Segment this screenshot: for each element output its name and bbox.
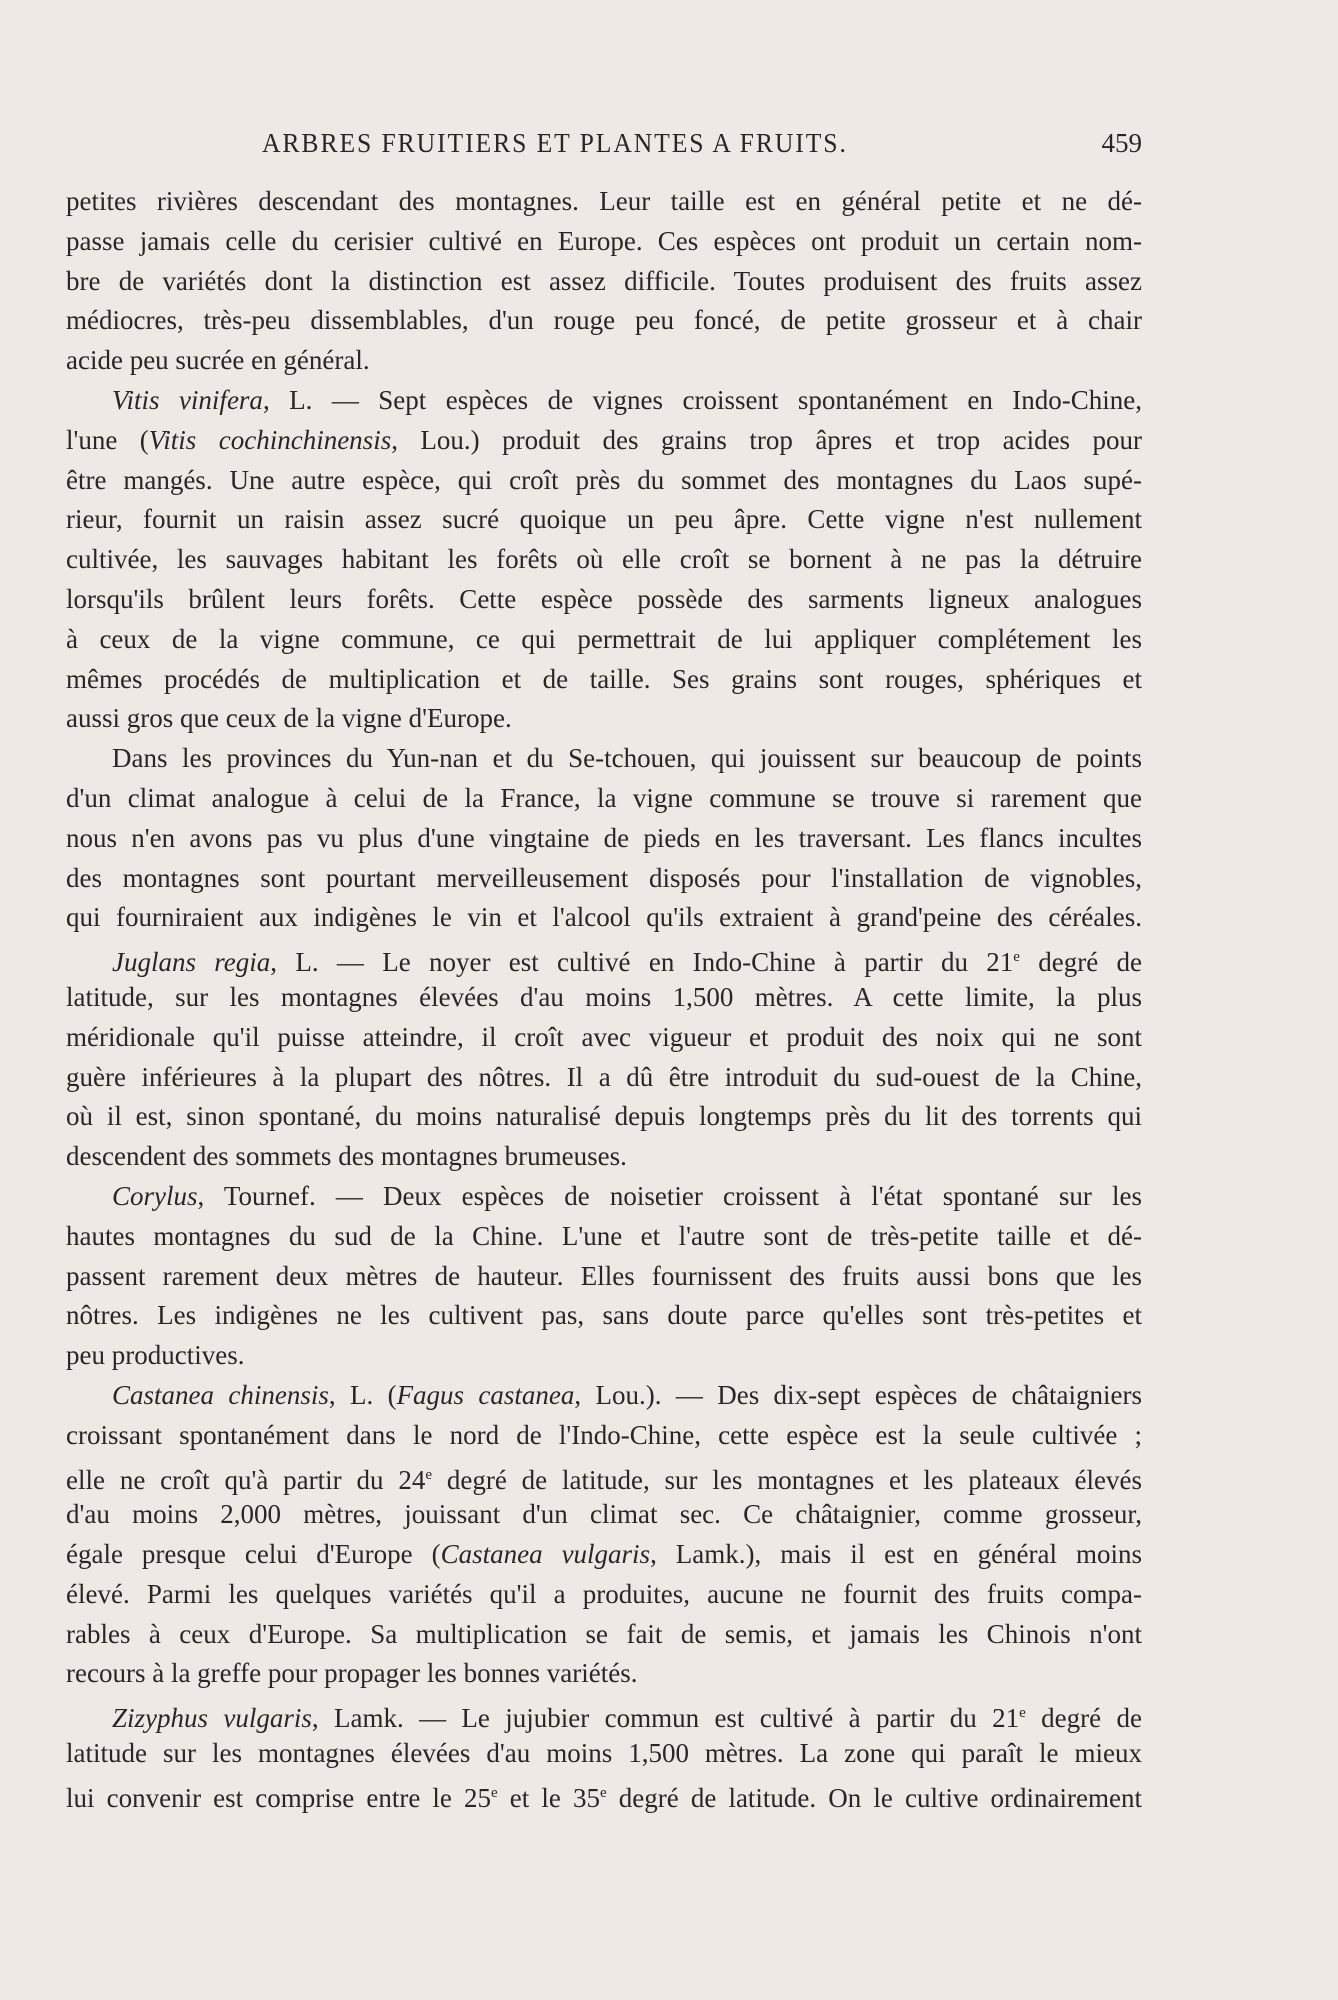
text-run: nôtres. Les indigènes ne les cultivent pas, sans doute parce qu'elles sont très-petites et <box>66 1300 1142 1331</box>
text-run: élevé. Parmi les quelques variétés qu'il a produites, aucune ne fournit des fruits compa- <box>66 1578 1142 1609</box>
text-line <box>66 938 1142 978</box>
text-run: à ceux de la vigne commune, ce qui permettrait de lui appliquer complétement les <box>66 623 1142 654</box>
page-number: 459 <box>1101 128 1142 158</box>
text-run: lorsqu'ils brûlent leurs forêts. Cette espèce possède des sarments ligneux analogues <box>66 583 1142 614</box>
species-name: Castanea vulgaris <box>440 1539 651 1570</box>
text-line <box>66 1336 1142 1376</box>
text-line <box>66 1615 1142 1655</box>
superscript: e <box>1019 1705 1026 1722</box>
text-line <box>66 819 1142 859</box>
text-run: d'au moins 2,000 mètres, jouissant d'un climat sec. Ce châtaignier, comme grosseur, <box>66 1499 1142 1530</box>
text-line <box>66 1734 1142 1774</box>
paragraph <box>66 182 1142 381</box>
text-run: degré de latitude, sur les montagnes et les plateaux élevés <box>432 1464 1142 1495</box>
text-line <box>66 859 1142 899</box>
text-run: , Lou.). — Des dix-sept espèces de châtaigniers <box>574 1379 1142 1410</box>
species-name: Fagus castanea <box>396 1379 575 1410</box>
text-run: médiocres, très-peu dissemblables, d'un rouge peu foncé, de petite grosseur et à chair <box>66 305 1142 336</box>
text-run: croissant spontanément dans le nord de l'Indo-Chine, cette espèce est la seule cultivée ; <box>66 1419 1142 1450</box>
text-run: degré de <box>1019 947 1143 978</box>
superscript: e <box>600 1784 607 1801</box>
text-line <box>66 421 1142 461</box>
text-line <box>66 898 1142 938</box>
text-line <box>66 1416 1142 1456</box>
text-line <box>66 1575 1142 1615</box>
text-run: être mangés. Une autre espèce, qui croît près du sommet des montagnes du Laos supé- <box>66 464 1142 495</box>
text-run: où il est, sinon spontané, du moins naturalisé depuis longtemps près du lit des torrents qui <box>66 1101 1142 1132</box>
text-line <box>66 1217 1142 1257</box>
text-run: mêmes procédés de multiplication et de taille. Ses grains sont rouges, sphériques et <box>66 663 1142 694</box>
text-line <box>66 978 1142 1018</box>
text-line <box>66 699 1142 739</box>
text-line <box>66 1137 1142 1177</box>
text-line <box>66 182 1142 222</box>
text-run: Dans les provinces du Yun-nan et du Se-tchouen, qui jouissent sur beaucoup de points <box>112 743 1142 774</box>
text-line <box>66 1535 1142 1575</box>
running-header <box>262 128 1142 168</box>
paragraph <box>66 1376 1142 1694</box>
text-run: latitude, sur les montagnes élevées d'au moins 1,500 mètres. A cette limite, la plus <box>66 981 1142 1012</box>
text-line <box>66 540 1142 580</box>
text-line <box>66 381 1142 421</box>
text-line <box>66 1376 1142 1416</box>
text-line <box>66 1018 1142 1058</box>
species-name: Castanea chinensis <box>112 1379 329 1410</box>
text-line <box>66 1456 1142 1496</box>
running-title: ARBRES FRUITIERS ET PLANTES A FRUITS. <box>262 128 848 158</box>
paragraph <box>66 1177 1142 1376</box>
text-line <box>66 779 1142 819</box>
paragraph <box>66 938 1142 1177</box>
text-run: qui fourniraient aux indigènes le vin et l'alcool qu'ils extraient à grand'peine des céréales. <box>66 902 1142 933</box>
text-line <box>66 500 1142 540</box>
text-line <box>66 222 1142 262</box>
text-line <box>66 660 1142 700</box>
page-body-text <box>66 182 1142 1814</box>
text-line <box>66 1257 1142 1297</box>
paragraph <box>66 1694 1142 1813</box>
paragraph <box>66 381 1142 739</box>
text-run: lui convenir est comprise entre le 25 <box>66 1782 492 1813</box>
text-run: , L. — Le noyer est cultivé en Indo-Chine à partir du 21 <box>270 947 1014 978</box>
superscript: e <box>425 1466 432 1483</box>
text-run: hautes montagnes du sud de la Chine. L'une et l'autre sont de très-petite taille et dé- <box>66 1220 1142 1251</box>
species-name: Vitis vinifera <box>112 384 263 415</box>
text-line <box>66 341 1142 381</box>
species-name: Zizyphus vulgaris <box>112 1703 312 1734</box>
text-line <box>66 1654 1142 1694</box>
text-line <box>66 1774 1142 1814</box>
text-run: passent rarement deux mètres de hauteur. Elles fournissent des fruits aussi bons que les <box>66 1260 1142 1291</box>
text-run: latitude sur les montagnes élevées d'au moins 1,500 mètres. La zone qui paraît le mieux <box>66 1738 1142 1769</box>
text-line <box>66 1495 1142 1535</box>
text-run: , Lamk. — Le jujubier commun est cultivé à partir du 21 <box>311 1703 1020 1734</box>
text-run: rables à ceux d'Europe. Sa multiplication se fait de semis, et jamais les Chinois n'ont <box>66 1618 1142 1649</box>
text-line <box>66 1296 1142 1336</box>
text-run: , Lamk.), mais il est en général moins <box>650 1539 1142 1570</box>
text-line <box>66 620 1142 660</box>
text-run: , Tournef. — Deux espèces de noisetier croissent à l'état spontané sur les <box>197 1180 1142 1211</box>
text-line <box>66 1177 1142 1217</box>
text-run: peu productives. <box>66 1340 245 1371</box>
text-line <box>66 580 1142 620</box>
text-run: passe jamais celle du cerisier cultivé en Europe. Ces espèces ont produit un certain nom- <box>66 225 1142 256</box>
text-line <box>66 1694 1142 1734</box>
text-run: , Lou.) produit des grains trop âpres et trop acides pour <box>391 424 1142 455</box>
text-line <box>66 1058 1142 1098</box>
text-run: bre de variétés dont la distinction est assez difficile. Toutes produisent des fruits assez <box>66 265 1142 296</box>
text-run: d'un climat analogue à celui de la France, la vigne commune se trouve si rarement que <box>66 782 1142 813</box>
text-line <box>66 262 1142 302</box>
text-line <box>66 301 1142 341</box>
species-name: Vitis cochinchinensis <box>148 424 392 455</box>
text-run: l'une ( <box>66 424 149 455</box>
text-line <box>66 739 1142 779</box>
text-run: acide peu sucrée en général. <box>66 345 370 376</box>
text-run: aussi gros que ceux de la vigne d'Europe. <box>66 703 512 734</box>
text-run: et le 35 <box>497 1782 600 1813</box>
text-run: elle ne croît qu'à partir du 24 <box>66 1464 426 1495</box>
text-run: égale presque celui d'Europe ( <box>66 1539 441 1570</box>
text-run: cultivée, les sauvages habitant les forêts où elle croît se bornent à ne pas la détruire <box>66 544 1142 575</box>
text-run: petites rivières descendant des montagnes. Leur taille est en général petite et ne dé- <box>66 186 1142 216</box>
text-line <box>66 461 1142 501</box>
text-run: rieur, fournit un raisin assez sucré quoique un peu âpre. Cette vigne n'est nullement <box>66 504 1142 535</box>
text-run: , L. ( <box>328 1379 397 1410</box>
text-run: , L. — Sept espèces de vignes croissent spontanément en Indo-Chine, <box>262 384 1142 415</box>
text-run: degré de <box>1025 1703 1142 1734</box>
species-name: Juglans regia <box>112 947 271 978</box>
text-line <box>66 1097 1142 1137</box>
text-run: guère inférieures à la plupart des nôtres. Il a dû être introduit du sud-ouest de la Chine, <box>66 1061 1142 1092</box>
text-run: des montagnes sont pourtant merveilleusement disposés pour l'installation de vignobles, <box>66 862 1142 893</box>
text-run: recours à la greffe pour propager les bonnes variétés. <box>66 1658 638 1689</box>
species-name: Corylus <box>112 1180 198 1211</box>
superscript: e <box>491 1784 498 1801</box>
paragraph <box>66 739 1142 938</box>
text-run: degré de latitude. On le cultive ordinairement <box>606 1782 1142 1813</box>
superscript: e <box>1013 949 1020 966</box>
text-run: descendent des sommets des montagnes brumeuses. <box>66 1141 627 1172</box>
text-run: nous n'en avons pas vu plus d'une vingtaine de pieds en les traversant. Les flancs incultes <box>66 822 1142 853</box>
text-run: méridionale qu'il puisse atteindre, il croît avec vigueur et produit des noix qui ne sont <box>66 1021 1142 1052</box>
